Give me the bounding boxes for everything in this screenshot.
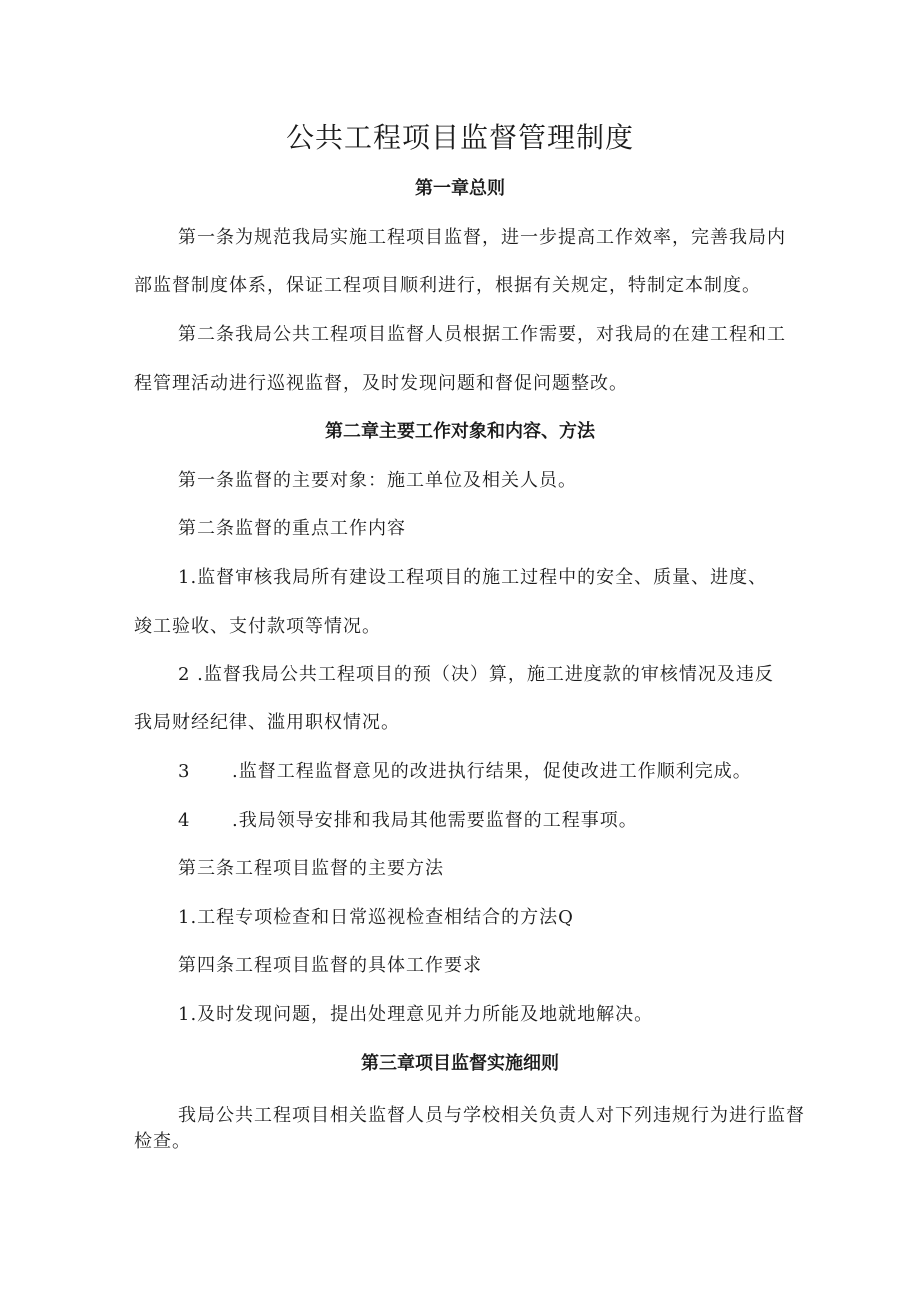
chapter-3-heading: 第三章项目监督实施细则 <box>361 1053 559 1074</box>
chapter-2-item-1-line-1: 1.监督审核我局所有建设工程项目的施工过程中的安全、质量、进度、 <box>178 567 768 588</box>
item-3-text: .监督工程监督意见的改进执行结果，促使改进工作顺利完成。 <box>232 761 752 782</box>
item-3-number: 3 <box>178 761 191 782</box>
chapter-2-item-2-line-1: 2 .监督我局公共工程项目的预（决）算，施工进度款的审核情况及违反 <box>178 664 774 685</box>
chapter-2-article-2: 第二条监督的重点工作内容 <box>178 518 406 539</box>
chapter-2-item-1-line-2: 竣工验收、支付款项等情况。 <box>134 616 381 637</box>
chapter-2-heading: 第二章主要工作对象和内容、方法 <box>325 421 595 442</box>
chapter-2-article-1: 第一条监督的主要对象：施工单位及相关人员。 <box>178 470 577 491</box>
chapter-1-article-2-line-2: 程管理活动进行巡视监督，及时发现问题和督促问题整改。 <box>134 373 628 394</box>
item-4-text: .我局领导安排和我局其他需要监督的工程事项。 <box>232 810 638 831</box>
item-4-number: 4 <box>178 810 191 831</box>
chapter-2-article-4-item-1: 1.及时发现问题，提出处理意见并力所能及地就地解决。 <box>178 1004 654 1025</box>
chapter-2-article-4: 第四条工程项目监督的具体工作要求 <box>178 955 482 976</box>
chapter-2-item-4 <box>178 808 638 834</box>
chapter-2-article-3: 第三条工程项目监督的主要方法 <box>178 858 444 879</box>
chapter-1-article-1-line-2: 部监督制度体系，保证工程项目顺利进行，根据有关规定，特制定本制度。 <box>134 275 761 296</box>
chapter-1-article-2-line-1: 第二条我局公共工程项目监督人员根据工作需要，对我局的在建工程和工 <box>178 324 786 345</box>
chapter-1-heading: 第一章总则 <box>415 178 505 199</box>
document-title: 公共工程项目监督管理制度 <box>285 121 634 154</box>
chapter-2-article-3-item-1: 1.工程专项检查和日常巡视检查相结合的方法Q <box>178 907 574 928</box>
chapter-3-paragraph: 我局公共工程项目相关监督人员与学校相关负责人对下列违规行为进行监督检查。 <box>134 1105 805 1152</box>
chapter-1-article-1-line-1: 第一条为规范我局实施工程项目监督，进一步提高工作效率，完善我局内 <box>178 227 786 248</box>
chapter-2-item-3 <box>178 759 752 785</box>
chapter-2-item-2-line-2: 我局财经纪律、滥用职权情况。 <box>134 712 400 733</box>
